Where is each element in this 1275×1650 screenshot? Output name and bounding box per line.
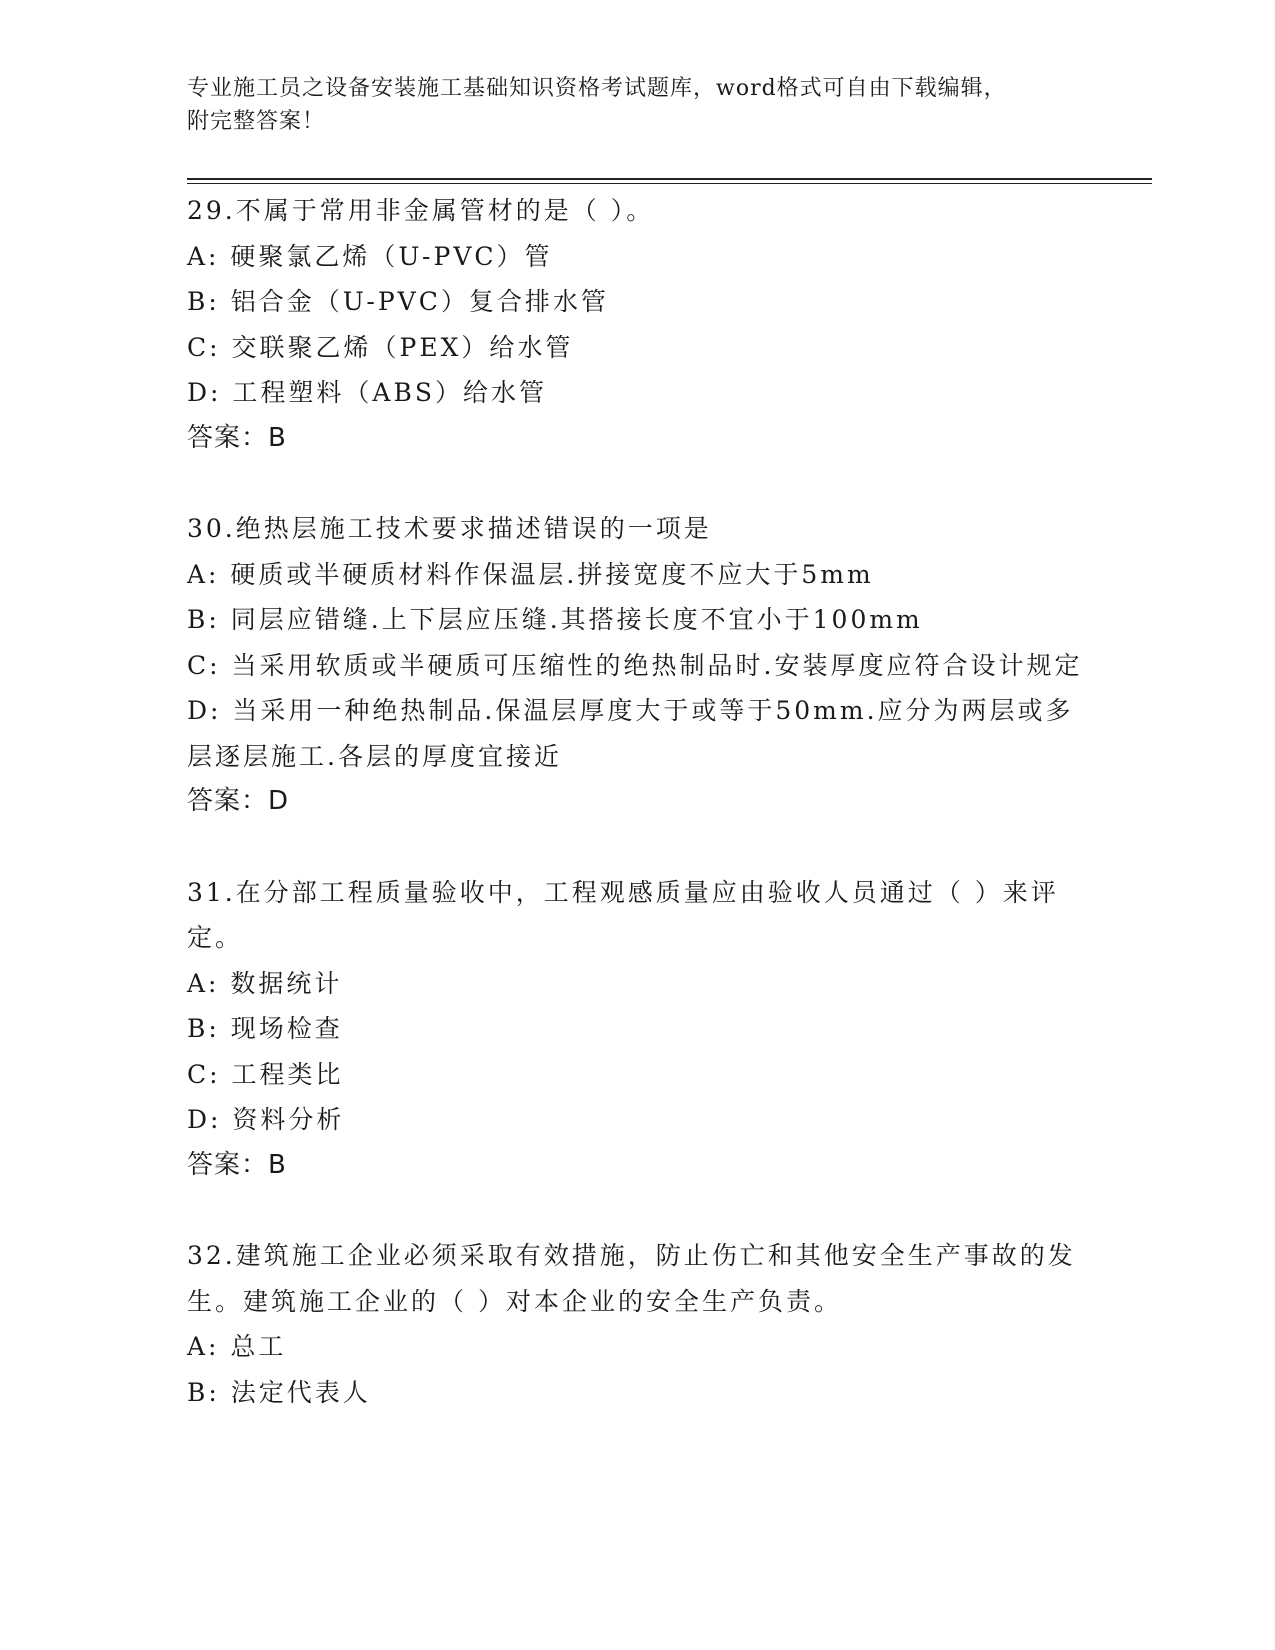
option-c: C: 工程类比: [187, 1059, 344, 1089]
question-29: [187, 188, 1087, 461]
option-d: D: 工程塑料（ABS）给水管: [187, 378, 547, 407]
question-stem: 30.绝热层施工技术要求描述错误的一项是: [187, 514, 712, 543]
option-a: A: 硬质或半硬质材料作保温层.拼接宽度不应大于5mm: [187, 559, 874, 589]
answer-label: 答案：D: [187, 786, 290, 816]
option-a: A: 硬聚氯乙烯（U-PVC）管: [187, 241, 553, 271]
answer-label: 答案：B: [187, 1149, 287, 1180]
option-b: B: 同层应错缝.上下层应压缝.其搭接长度不宜小于100mm: [187, 605, 923, 634]
option-c: C: 交联聚乙烯（PEX）给水管: [187, 332, 574, 362]
option-b: B: 法定代表人: [187, 1377, 371, 1407]
question-stem: 29.不属于常用非金属管材的是（ ）。: [187, 196, 655, 225]
question-30: [187, 506, 1087, 825]
question-list: [187, 188, 1087, 1460]
header-divider-thick: [187, 178, 1152, 180]
question-32: [187, 1233, 1087, 1415]
option-a: A: 数据统计: [187, 968, 343, 998]
question-31: [187, 870, 1087, 1189]
option-c: C: 当采用软质或半硬质可压缩性的绝热制品时.安装厚度应符合设计规定: [187, 650, 1083, 680]
document-header: [187, 72, 1087, 138]
header-line-1: 专业施工员之设备安装施工基础知识资格考试题库，word格式可自由下载编辑，: [187, 76, 1007, 101]
question-stem: 31.在分部工程质量验收中，工程观感质量应由验收人员通过（ ）来评定。: [187, 877, 1059, 952]
option-d: D: 当采用一种绝热制品.保温层厚度大于或等于50mm.应分为两层或多层逐层施工.各层的厚度宜接近: [187, 696, 1074, 771]
answer-label: 答案：B: [187, 422, 287, 453]
option-b: B: 铝合金（U-PVC）复合排水管: [187, 287, 609, 316]
option-d: D: 资料分析: [187, 1105, 345, 1134]
question-stem: 32.建筑施工企业必须采取有效措施，防止伤亡和其他安全生产事故的发生。建筑施工企业的（ ）对本企业的安全生产负责。: [187, 1241, 1076, 1316]
option-b: B: 现场检查: [187, 1014, 343, 1043]
header-divider-thin: [187, 183, 1152, 184]
option-a: A: 总工: [187, 1332, 287, 1361]
header-line-2: 附完整答案！: [187, 109, 326, 134]
